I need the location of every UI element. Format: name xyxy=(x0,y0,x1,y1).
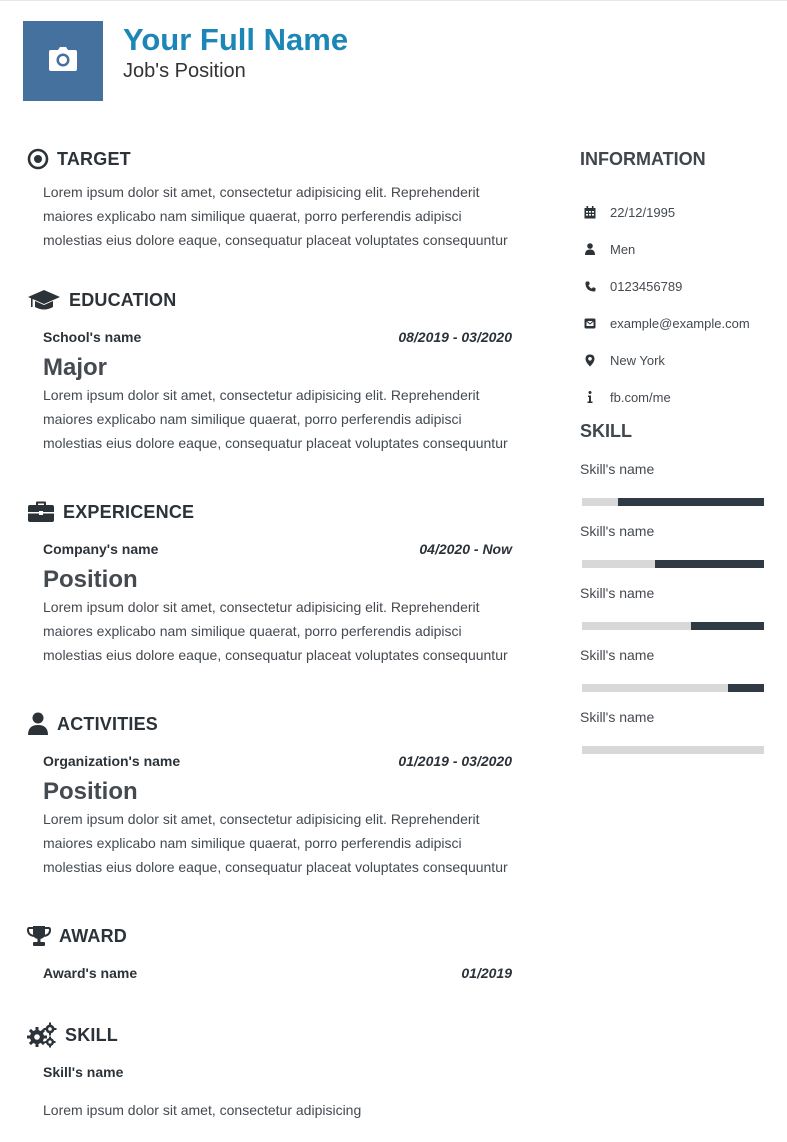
information-title: INFORMATION xyxy=(580,149,706,169)
skill-bar-fill xyxy=(655,560,764,568)
info-item-birthday xyxy=(580,202,675,222)
full-name: Your Full Name xyxy=(123,22,349,57)
avatar[interactable] xyxy=(23,21,103,101)
award-section xyxy=(27,923,512,983)
experience-text: Lorem ipsum dolor sit amet, consectetur adipisicing elit. Reprehenderit maiores explicabo nam similique quaerat, porro perferendis adipisci molestias eius dolore eaque, consequatur placeat voluptates consequuntur xyxy=(43,599,508,663)
skill-name: Skill's name xyxy=(580,523,655,539)
entry-row xyxy=(43,963,512,983)
skill-bar xyxy=(582,560,764,568)
info-value: New York xyxy=(610,352,665,368)
activities-section xyxy=(27,711,512,879)
entry-row xyxy=(43,751,512,771)
skill-name: Skill's name xyxy=(580,647,655,663)
entry-date: 04/2020 - Now xyxy=(419,541,512,557)
skill-section xyxy=(27,1022,512,1122)
info-value: 22/12/1995 xyxy=(610,204,676,220)
skill-item xyxy=(580,460,764,506)
phone-icon xyxy=(580,281,600,292)
section-title: SKILL xyxy=(65,1024,118,1045)
position-title: Position xyxy=(43,778,138,805)
skill-text: Lorem ipsum dolor sit amet, consectetur adipisicing xyxy=(43,1102,362,1118)
info-item-location xyxy=(580,350,665,370)
award-name: Award's name xyxy=(43,965,138,981)
activities-text: Lorem ipsum dolor sit amet, consectetur adipisicing elit. Reprehenderit maiores explicabo nam similique quaerat, porro perferendis adipisci molestias eius dolore eaque, consequatur placeat voluptates consequuntur xyxy=(43,811,508,875)
section-title: TARGET xyxy=(57,148,131,169)
resume-header xyxy=(23,21,763,101)
school-name: School's name xyxy=(43,329,142,345)
info-item-facebook[interactable] xyxy=(580,387,671,407)
gears-icon xyxy=(27,1022,57,1048)
skill-name: Skill's name xyxy=(580,585,655,601)
major-title: Major xyxy=(43,354,108,381)
entry-row xyxy=(43,539,512,559)
skill-sidebar-title: SKILL xyxy=(580,421,632,441)
info-item-email[interactable] xyxy=(580,313,750,333)
skill-bar-fill xyxy=(728,684,764,692)
section-title: AWARD xyxy=(59,925,127,946)
info-value: 0123456789 xyxy=(610,278,683,294)
section-title: EDUCATION xyxy=(69,289,177,310)
education-text: Lorem ipsum dolor sit amet, consectetur adipisicing elit. Reprehenderit maiores explicabo nam similique quaerat, porro perferendis adipisci molestias eius dolore eaque, consequatur placeat voluptates consequuntur xyxy=(43,387,508,451)
calendar-icon xyxy=(580,206,600,219)
skill-bar-fill xyxy=(691,622,764,630)
target-text: Lorem ipsum dolor sit amet, consectetur adipisicing elit. Reprehenderit maiores explicabo nam similique quaerat, porro perferendis adipisci molestias eius dolore eaque, consequatur placeat voluptates consequuntur xyxy=(43,184,508,248)
section-title: EXPERICENCE xyxy=(63,501,195,522)
organization-name: Organization's name xyxy=(43,753,181,769)
user-icon xyxy=(580,243,600,255)
target-section xyxy=(27,146,512,252)
company-name: Company's name xyxy=(43,541,159,557)
entry-date: 01/2019 xyxy=(461,965,512,981)
info-value: example@example.com xyxy=(610,315,750,331)
user-icon xyxy=(27,712,49,736)
skill-bar xyxy=(582,498,764,506)
skill-bar xyxy=(582,684,764,692)
skill-name: Skill's name xyxy=(580,461,655,477)
target-icon xyxy=(27,148,49,170)
experience-section xyxy=(27,499,512,667)
education-section xyxy=(27,287,512,455)
map-marker-icon xyxy=(580,354,600,367)
info-value: Men xyxy=(610,241,636,257)
envelope-icon xyxy=(580,318,600,329)
skill-bar xyxy=(582,746,764,754)
position-title: Position xyxy=(43,566,138,593)
entry-date: 01/2019 - 03/2020 xyxy=(398,753,512,769)
briefcase-icon xyxy=(27,501,55,523)
info-icon xyxy=(580,391,600,403)
skill-name: Skill's name xyxy=(43,1064,124,1080)
skill-item xyxy=(580,646,764,692)
graduation-cap-icon xyxy=(27,288,61,312)
job-position: Job's Position xyxy=(123,60,246,82)
entry-date: 08/2019 - 03/2020 xyxy=(398,329,512,345)
info-item-gender xyxy=(580,239,635,259)
skill-item xyxy=(580,708,764,754)
skill-bar xyxy=(582,622,764,630)
skill-name: Skill's name xyxy=(580,709,655,725)
info-item-phone xyxy=(580,276,682,296)
camera-icon xyxy=(48,46,78,77)
section-title: ACTIVITIES xyxy=(57,713,159,734)
skill-item xyxy=(580,522,764,568)
trophy-icon xyxy=(27,925,51,947)
info-value: fb.com/me xyxy=(610,389,671,405)
entry-row xyxy=(43,327,512,347)
entry-row xyxy=(43,1062,512,1082)
skill-item xyxy=(580,584,764,630)
skill-bar-fill xyxy=(618,498,764,506)
